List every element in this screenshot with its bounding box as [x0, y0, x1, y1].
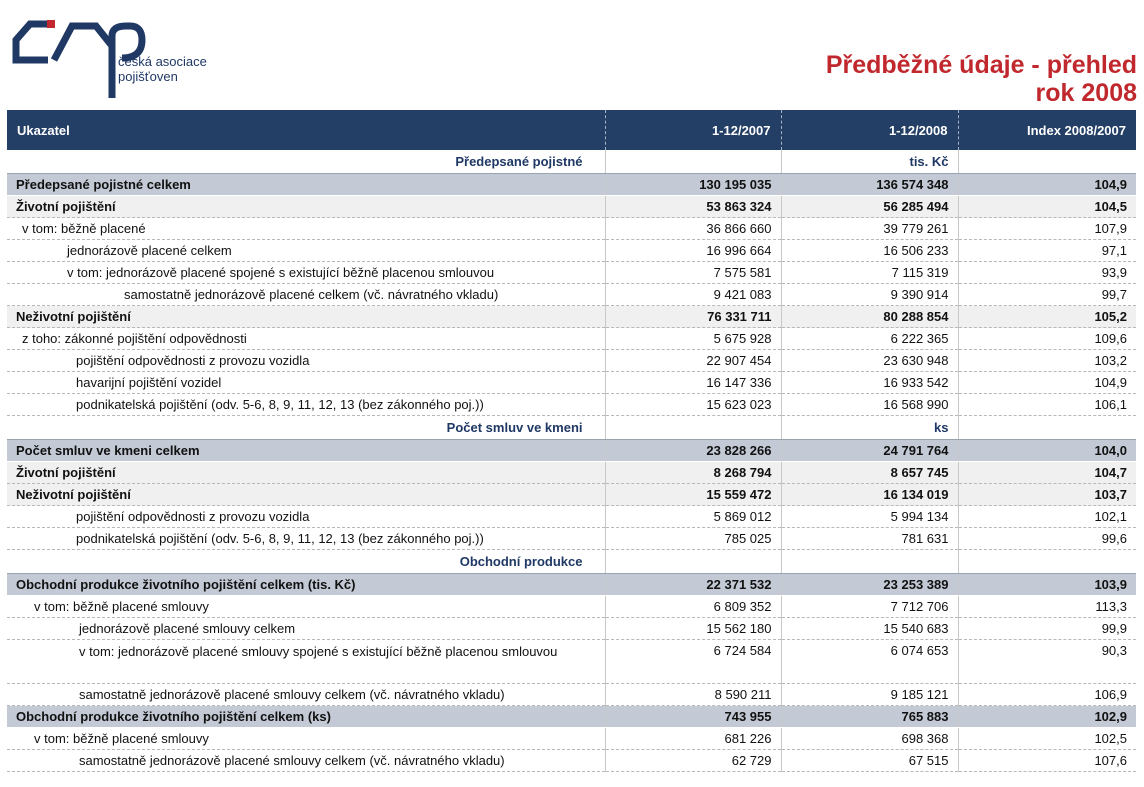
row-label: v tom: běžně placené: [7, 218, 605, 240]
logo-caption: [118, 54, 207, 84]
value-index: 103,9: [958, 574, 1136, 596]
row-label: jednorázově placené celkem: [7, 240, 605, 262]
value-2007: 743 955: [605, 706, 781, 728]
value-index: 104,0: [958, 440, 1136, 462]
logo-line-1: česká asociace: [118, 54, 207, 69]
value-2008: 6 074 653: [781, 640, 958, 684]
statistics-table: [7, 110, 1136, 772]
column-header-2008: 1-12/2008: [781, 110, 958, 150]
table-row: [7, 618, 1136, 640]
row-label: podnikatelská pojištění (odv. 5-6, 8, 9, 11, 12, 13 (bez zákonného poj.)): [7, 528, 605, 550]
value-2008: 24 791 764: [781, 440, 958, 462]
row-label: pojištění odpovědnosti z provozu vozidla: [7, 506, 605, 528]
value-2008: 67 515: [781, 750, 958, 772]
table-row: [7, 372, 1136, 394]
row-label: Životní pojištění: [7, 196, 605, 218]
value-index: 104,9: [958, 174, 1136, 196]
value-index: 113,3: [958, 596, 1136, 618]
value-2007: 15 623 023: [605, 394, 781, 416]
value-index: 104,9: [958, 372, 1136, 394]
table-row: [7, 262, 1136, 284]
value-2007: 15 559 472: [605, 484, 781, 506]
row-label: z toho: zákonné pojištění odpovědnosti: [7, 328, 605, 350]
row-label: Neživotní pojištění: [7, 484, 605, 506]
value-index: 105,2: [958, 306, 1136, 328]
table-row: [7, 462, 1136, 484]
value-index: 106,9: [958, 684, 1136, 706]
row-label: pojištění odpovědnosti z provozu vozidla: [7, 350, 605, 372]
table-row: [7, 750, 1136, 772]
value-2007: 130 195 035: [605, 174, 781, 196]
row-label: Počet smluv ve kmeni celkem: [7, 440, 605, 462]
row-label: v tom: jednorázově placené spojené s existující běžně placenou smlouvou: [7, 262, 605, 284]
value-index: 107,6: [958, 750, 1136, 772]
value-index: 102,5: [958, 728, 1136, 750]
value-index: 102,9: [958, 706, 1136, 728]
row-label: samostatně jednorázově placené smlouvy celkem (vč. návratného vkladu): [7, 684, 605, 706]
value-index: 104,5: [958, 196, 1136, 218]
table-row: [7, 574, 1136, 596]
row-label: jednorázově placené smlouvy celkem: [7, 618, 605, 640]
table-row: [7, 506, 1136, 528]
value-2008: 8 657 745: [781, 462, 958, 484]
value-2007: 785 025: [605, 528, 781, 550]
table-row: [7, 640, 1136, 684]
value-index: 104,7: [958, 462, 1136, 484]
value-2008: 16 933 542: [781, 372, 958, 394]
row-label: Obchodní produkce životního pojištění celkem (tis. Kč): [7, 574, 605, 596]
value-2008: 136 574 348: [781, 174, 958, 196]
section-header-row: [7, 150, 1136, 174]
value-2008: 7 115 319: [781, 262, 958, 284]
value-2008: 16 134 019: [781, 484, 958, 506]
value-2008: 765 883: [781, 706, 958, 728]
table-row: [7, 596, 1136, 618]
value-2008: 16 506 233: [781, 240, 958, 262]
value-index: 107,9: [958, 218, 1136, 240]
value-index: 97,1: [958, 240, 1136, 262]
table-row: [7, 394, 1136, 416]
title-line-2: rok 2008: [1035, 79, 1137, 107]
value-index: 99,9: [958, 618, 1136, 640]
value-index: 103,7: [958, 484, 1136, 506]
section-unit: tis. Kč: [781, 150, 958, 174]
value-2008: 9 390 914: [781, 284, 958, 306]
value-2008: 781 631: [781, 528, 958, 550]
page-title: [826, 51, 1137, 107]
value-index: 99,7: [958, 284, 1136, 306]
table-header-row: [7, 110, 1136, 150]
column-header-indicator: Ukazatel: [7, 110, 605, 150]
value-2008: 80 288 854: [781, 306, 958, 328]
value-2007: 76 331 711: [605, 306, 781, 328]
value-2008: 9 185 121: [781, 684, 958, 706]
table-row: [7, 328, 1136, 350]
table-row: [7, 528, 1136, 550]
table-row: [7, 728, 1136, 750]
row-label: Neživotní pojištění: [7, 306, 605, 328]
value-index: 106,1: [958, 394, 1136, 416]
table-row: [7, 196, 1136, 218]
section-unit: ks: [781, 416, 958, 440]
value-2007: 8 590 211: [605, 684, 781, 706]
value-2007: 22 907 454: [605, 350, 781, 372]
row-label: v tom: běžně placené smlouvy: [7, 728, 605, 750]
value-index: 103,2: [958, 350, 1136, 372]
value-2007: 22 371 532: [605, 574, 781, 596]
value-2008: 39 779 261: [781, 218, 958, 240]
section-unit: [781, 550, 958, 574]
section-header-row: [7, 416, 1136, 440]
table-row: [7, 440, 1136, 462]
table-row: [7, 706, 1136, 728]
table-row: [7, 306, 1136, 328]
value-2008: 6 222 365: [781, 328, 958, 350]
column-header-2007: 1-12/2007: [605, 110, 781, 150]
section-label: Předepsané pojistné: [7, 150, 605, 174]
value-2008: 16 568 990: [781, 394, 958, 416]
row-label: samostatně jednorázově placené smlouvy celkem (vč. návratného vkladu): [7, 750, 605, 772]
value-index: 109,6: [958, 328, 1136, 350]
section-label: Počet smluv ve kmeni: [7, 416, 605, 440]
row-label: v tom: jednorázově placené smlouvy spojené s existující běžně placenou smlouvou: [7, 640, 605, 684]
table-row: [7, 174, 1136, 196]
row-label: Obchodní produkce životního pojištění celkem (ks): [7, 706, 605, 728]
value-2007: 7 575 581: [605, 262, 781, 284]
section-header-row: [7, 550, 1136, 574]
table-row: [7, 684, 1136, 706]
value-2007: 681 226: [605, 728, 781, 750]
value-index: 99,6: [958, 528, 1136, 550]
title-line-1: Předběžné údaje - přehled: [825, 51, 1137, 79]
value-2007: 6 724 584: [605, 640, 781, 684]
value-2007: 15 562 180: [605, 618, 781, 640]
row-label: podnikatelská pojištění (odv. 5-6, 8, 9, 11, 12, 13 (bez zákonného poj.)): [7, 394, 605, 416]
value-2007: 53 863 324: [605, 196, 781, 218]
value-2008: 15 540 683: [781, 618, 958, 640]
row-label: Životní pojištění: [7, 462, 605, 484]
value-2007: 8 268 794: [605, 462, 781, 484]
section-label: Obchodní produkce: [7, 550, 605, 574]
value-2008: 56 285 494: [781, 196, 958, 218]
value-index: 90,3: [958, 640, 1136, 684]
row-label: havarijní pojištění vozidel: [7, 372, 605, 394]
value-index: 93,9: [958, 262, 1136, 284]
logo-line-2: pojišťoven: [118, 69, 178, 84]
value-2008: 7 712 706: [781, 596, 958, 618]
value-2007: 62 729: [605, 750, 781, 772]
value-2007: 6 809 352: [605, 596, 781, 618]
value-2007: 5 675 928: [605, 328, 781, 350]
value-index: 102,1: [958, 506, 1136, 528]
row-label: Předepsané pojistné celkem: [7, 174, 605, 196]
value-2007: 16 147 336: [605, 372, 781, 394]
value-2007: 36 866 660: [605, 218, 781, 240]
value-2007: 5 869 012: [605, 506, 781, 528]
value-2007: 23 828 266: [605, 440, 781, 462]
row-label: v tom: běžně placené smlouvy: [7, 596, 605, 618]
row-label: samostatně jednorázově placené celkem (vč. návratného vkladu): [7, 284, 605, 306]
value-2008: 698 368: [781, 728, 958, 750]
value-2007: 16 996 664: [605, 240, 781, 262]
table-row: [7, 218, 1136, 240]
value-2008: 23 630 948: [781, 350, 958, 372]
table-row: [7, 484, 1136, 506]
value-2007: 9 421 083: [605, 284, 781, 306]
column-header-index: Index 2008/2007: [958, 110, 1136, 150]
table-row: [7, 240, 1136, 262]
value-2008: 5 994 134: [781, 506, 958, 528]
table-row: [7, 350, 1136, 372]
page-header: [0, 0, 1144, 110]
table-row: [7, 284, 1136, 306]
value-2008: 23 253 389: [781, 574, 958, 596]
